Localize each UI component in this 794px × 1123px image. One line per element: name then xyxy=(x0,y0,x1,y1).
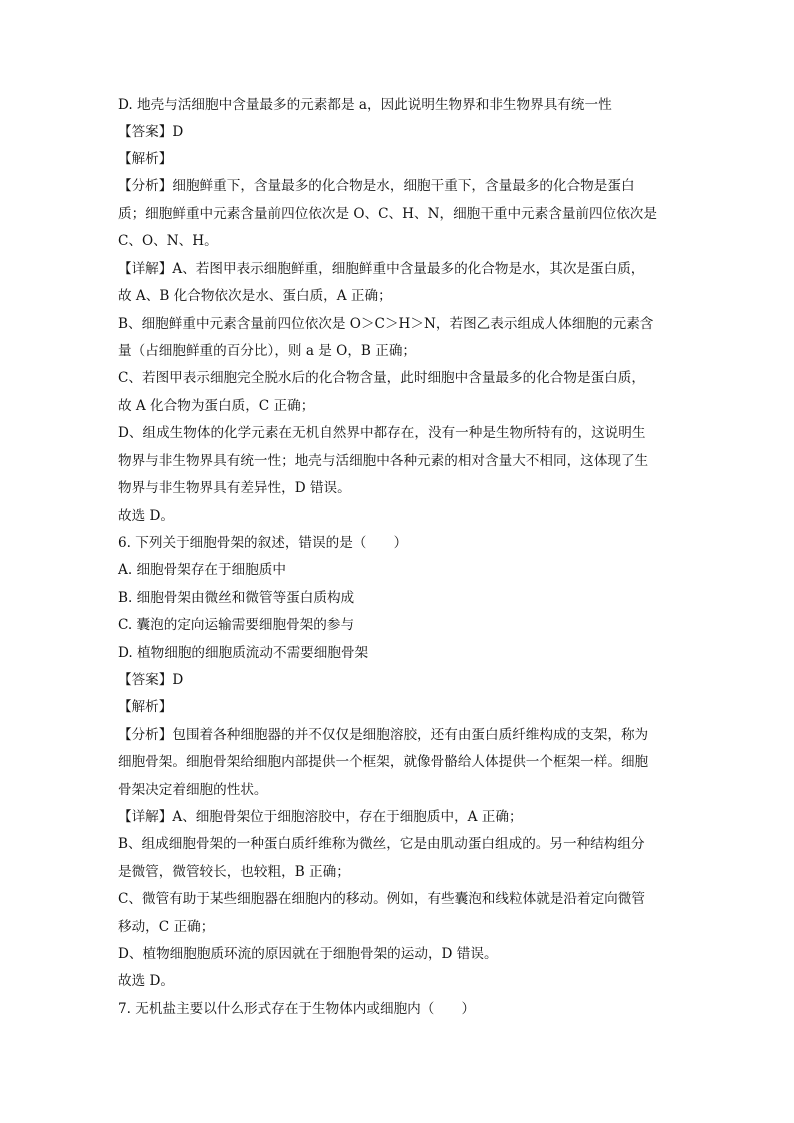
detail-text-line: B、细胞鲜重中元素含量前四位依次是 O＞C＞H＞N，若图乙表示组成人体细胞的元素含 xyxy=(118,316,654,332)
detail-text-line: 物界与非生物界具有差异性，D 错误。 xyxy=(118,480,351,496)
answer-label-q5: 【答案】D xyxy=(118,124,184,140)
analysis-text-line: 骨架决定着细胞的性状。 xyxy=(118,782,268,798)
question-7-stem: 7. 无机盐主要以什么形式存在于生物体内或细胞内（ ） xyxy=(118,1001,476,1017)
detail-text-line: D、组成生物体的化学元素在无机自然界中都存在，没有一种是生物所特有的，这说明生 xyxy=(118,425,646,441)
conclusion-q6: 故选 D。 xyxy=(118,973,175,989)
analysis-text-line: 【分析】细胞鲜重下，含量最多的化合物是水，细胞干重下，含量最多的化合物是蛋白 xyxy=(118,178,635,194)
analysis-label-q5: 【解析】 xyxy=(118,151,173,167)
option-c-q6: C. 囊泡的定向运输需要细胞骨架的参与 xyxy=(118,617,355,633)
detail-text-line: C、微管有助于某些细胞器在细胞内的移动。例如，有些囊泡和线粒体就是沿着定向微管 xyxy=(118,891,645,907)
question-6-stem: 6. 下列关于细胞骨架的叙述，错误的是（ ） xyxy=(118,535,408,551)
detail-text-line: 故 A 化合物为蛋白质，C 正确； xyxy=(118,398,315,414)
option-d-q5: D. 地壳与活细胞中含量最多的元素都是 a，因此说明生物界和非生物界具有统一性 xyxy=(118,97,612,113)
conclusion-q5: 故选 D。 xyxy=(118,508,175,524)
detail-text-line: 【详解】A、若图甲表示细胞鲜重，细胞鲜重中含量最多的化合物是水，其次是蛋白质， xyxy=(118,261,645,277)
detail-text-line: 物界与非生物界具有统一性；地壳与活细胞中各种元素的相对含量大不相同，这体现了生 xyxy=(118,453,649,469)
detail-text-line: 量（占细胞鲜重的百分比），则 a 是 O，B 正确； xyxy=(118,343,417,359)
analysis-text-line: 质；细胞鲜重中元素含量前四位依次是 O、C、H、N，细胞干重中元素含量前四位依次是 xyxy=(118,206,657,222)
detail-text-line: D、植物细胞胞质环流的原因就在于细胞骨架的运动，D 错误。 xyxy=(118,946,498,962)
option-d-q6: D. 植物细胞的细胞质流动不需要细胞骨架 xyxy=(118,645,369,661)
analysis-label-q6: 【解析】 xyxy=(118,699,173,715)
detail-text-line: 【详解】A、细胞骨架位于细胞溶胶中，存在于细胞质中，A 正确； xyxy=(118,809,523,825)
analysis-text-line: 细胞骨架。细胞骨架给细胞内部提供一个框架，就像骨骼给人体提供一个框架一样。细胞 xyxy=(118,754,649,770)
detail-text-line: 故 A、B 化合物依次是水、蛋白质，A 正确； xyxy=(118,288,392,304)
detail-text-line: 移动，C 正确； xyxy=(118,919,215,935)
detail-text-line: B、组成细胞骨架的一种蛋白质纤维称为微丝，它是由肌动蛋白组成的。另一种结构组分 xyxy=(118,836,645,852)
detail-text-line: 是微管，微管较长，也较粗，B 正确； xyxy=(118,864,350,880)
option-a-q6: A. 细胞骨架存在于细胞质中 xyxy=(118,562,286,578)
answer-label-q6: 【答案】D xyxy=(118,672,184,688)
option-b-q6: B. 细胞骨架由微丝和微管等蛋白质构成 xyxy=(118,590,355,606)
detail-text-line: C、若图甲表示细胞完全脱水后的化合物含量，此时细胞中含量最多的化合物是蛋白质， xyxy=(118,370,645,386)
analysis-text-line: 【分析】包围着各种细胞器的并不仅仅是细胞溶胶，还有由蛋白质纤维构成的支架，称为 xyxy=(118,727,649,743)
analysis-text-line: C、O、N、H。 xyxy=(118,233,218,249)
